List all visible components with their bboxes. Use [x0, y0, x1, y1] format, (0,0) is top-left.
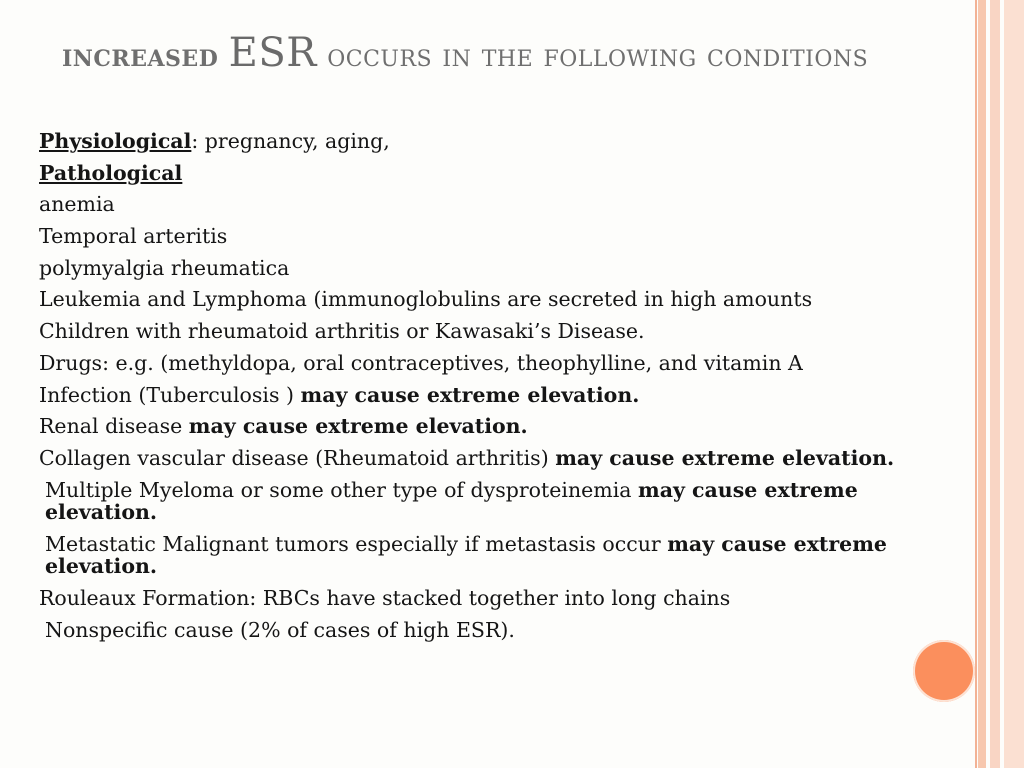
- decorative-orb: [913, 640, 975, 702]
- item-drugs: Drugs: e.g. (methyldopa, oral contraceptives, theophylline, and vitamin A: [39, 350, 803, 375]
- item-collagen: [39, 443, 939, 475]
- metastatic-emphasis: may cause extreme elevation.: [45, 531, 887, 578]
- border-stripe: [978, 0, 986, 768]
- item-anemia: anemia: [39, 192, 115, 217]
- slide-title: [62, 30, 942, 79]
- myeloma-text: Multiple Myeloma or some other type of dysproteinemia: [45, 477, 639, 502]
- collagen-text: Collagen vascular disease (Rheumatoid arthritis): [39, 445, 556, 470]
- item-nonspecific: Nonspecific cause (2% of cases of high ESR).: [45, 617, 515, 642]
- item-infection: [39, 380, 939, 412]
- pathological-label: Pathological: [39, 160, 183, 185]
- item-polymyalgia: polymyalgia rheumatica: [39, 255, 290, 280]
- item-myeloma: [39, 475, 939, 529]
- physiological-label: Physiological: [39, 129, 192, 153]
- border-stripe: [1004, 0, 1024, 768]
- title-esr: ESR: [228, 30, 317, 76]
- title-rest: occurs in the following conditions: [327, 38, 869, 74]
- border-stripe: [990, 0, 1000, 768]
- slide-body: [39, 126, 939, 646]
- renal-emphasis: may cause extreme elevation.: [188, 414, 528, 439]
- infection-emphasis: may cause extreme elevation.: [300, 382, 640, 407]
- collagen-emphasis: may cause extreme elevation.: [555, 445, 895, 470]
- item-metastatic: [39, 529, 939, 583]
- border-stripe: [975, 0, 977, 768]
- metastatic-text: Metastatic Malignant tumors especially if metastasis occur: [45, 531, 668, 556]
- item-leukemia: Leukemia and Lymphoma (immunoglobulins are secreted in high amounts: [39, 287, 813, 312]
- physiological-text: : pregnancy, aging,: [191, 129, 390, 153]
- infection-text: Infection (Tuberculosis ): [39, 382, 301, 407]
- item-children: Children with rheumatoid arthritis or Kawasaki’s Disease.: [39, 319, 645, 344]
- title-increased: increased: [62, 38, 219, 74]
- item-rouleaux: Rouleaux Formation: RBCs have stacked together into long chains: [39, 585, 731, 610]
- myeloma-emphasis: may cause extreme elevation.: [45, 477, 858, 524]
- pathological-line: [39, 158, 939, 190]
- item-renal: [39, 411, 939, 443]
- renal-text: Renal disease: [39, 414, 189, 439]
- physiological-line: [39, 126, 939, 158]
- item-temporal-arteritis: Temporal arteritis: [39, 224, 228, 249]
